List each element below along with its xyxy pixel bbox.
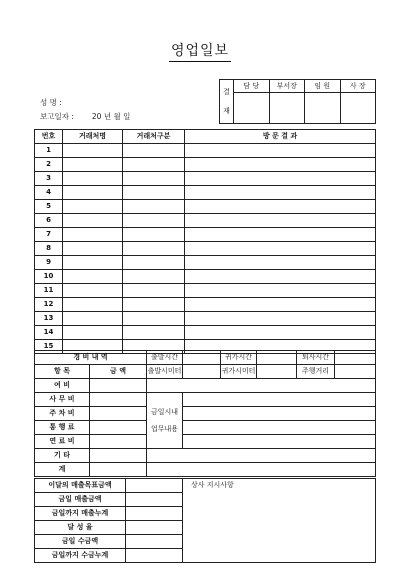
visit-result-cell[interactable] [185, 214, 376, 228]
approval-sign-dept-head[interactable] [269, 93, 305, 124]
row-number: 5 [35, 200, 63, 214]
row-number: 13 [35, 312, 63, 326]
approval-table [219, 79, 376, 124]
client-name-cell[interactable] [63, 298, 123, 312]
visit-row [35, 214, 376, 228]
return-time-value[interactable] [257, 351, 297, 365]
header-client-type: 거래처구분 [123, 130, 185, 144]
row-number: 8 [35, 242, 63, 256]
business-row[interactable] [183, 421, 376, 435]
sales-table [34, 478, 376, 563]
visit-result-cell[interactable] [185, 284, 376, 298]
row-number: 2 [35, 158, 63, 172]
client-type-cell[interactable] [123, 284, 185, 298]
client-name-cell[interactable] [63, 200, 123, 214]
expense-amount[interactable] [90, 435, 147, 449]
today-sales-label: 금일 매출금액 [35, 493, 126, 507]
approval-side-bottom: 재 [223, 106, 230, 115]
depart-meter-value[interactable] [183, 365, 221, 379]
row-number: 7 [35, 228, 63, 242]
approval-side-top: 결 [223, 87, 230, 96]
achievement-rate-label: 달 성 율 [35, 521, 126, 535]
client-name-cell[interactable] [63, 326, 123, 340]
client-name-cell[interactable] [63, 284, 123, 298]
today-sales-value[interactable] [126, 493, 183, 507]
client-name-cell[interactable] [63, 270, 123, 284]
expense-item: 기 타 [35, 449, 90, 463]
visit-row [35, 270, 376, 284]
row-number: 15 [35, 340, 63, 354]
page-title [0, 40, 400, 62]
visit-row [35, 298, 376, 312]
expense-amount[interactable] [90, 421, 147, 435]
client-type-cell[interactable] [123, 172, 185, 186]
driving-distance-label: 주행거리 [297, 365, 335, 379]
client-name-cell[interactable] [63, 228, 123, 242]
visit-result-cell[interactable] [185, 186, 376, 200]
expense-amount[interactable] [90, 407, 147, 421]
approval-side-label [220, 80, 234, 124]
client-type-cell[interactable] [123, 242, 185, 256]
approval-sign-president[interactable] [340, 93, 376, 124]
report-date-field [40, 111, 130, 122]
expense-item: 주 차 비 [35, 407, 90, 421]
row-number: 9 [35, 256, 63, 270]
header-client-name: 거래처명 [63, 130, 123, 144]
visit-row [35, 284, 376, 298]
approval-header-dept-head: 부서장 [269, 80, 305, 93]
visit-result-cell[interactable] [185, 256, 376, 270]
achievement-rate-value[interactable] [126, 521, 183, 535]
client-name-cell[interactable] [63, 256, 123, 270]
cumulative-sales-value[interactable] [126, 507, 183, 521]
title-text: 영업일보 [169, 40, 231, 62]
expense-item: 사 무 비 [35, 393, 90, 407]
expense-title: 경 비 내 역 [35, 351, 147, 365]
depart-meter-label: 출발시미터 [147, 365, 183, 379]
expense-amount-header: 금 액 [90, 365, 147, 379]
approval-sign-executive[interactable] [305, 93, 341, 124]
date-value: 20 년 월 일 [91, 112, 131, 121]
date-label: 보고일자 : [40, 112, 74, 121]
client-name-cell[interactable] [63, 214, 123, 228]
expense-item: 연 료 비 [35, 435, 90, 449]
expense-amount[interactable] [90, 393, 147, 407]
depart-time-value[interactable] [183, 351, 221, 365]
row-number: 12 [35, 298, 63, 312]
client-type-cell[interactable] [123, 200, 185, 214]
row-number: 3 [35, 172, 63, 186]
cumulative-collection-value[interactable] [126, 549, 183, 563]
leave-time-value[interactable] [335, 351, 376, 365]
business-row[interactable] [183, 393, 376, 407]
client-name-cell[interactable] [63, 242, 123, 256]
row-number: 1 [35, 144, 63, 158]
visit-row [35, 228, 376, 242]
row-number: 10 [35, 270, 63, 284]
business-row[interactable] [147, 449, 376, 463]
business-row[interactable] [183, 407, 376, 421]
header-number: 번호 [35, 130, 63, 144]
expense-total-amount[interactable] [90, 463, 147, 477]
approval-header-executive: 임 원 [305, 80, 341, 93]
row-number: 14 [35, 326, 63, 340]
instructions-area[interactable] [183, 479, 376, 563]
visit-result-cell[interactable] [185, 228, 376, 242]
client-type-cell[interactable] [123, 186, 185, 200]
visit-result-cell[interactable] [185, 326, 376, 340]
expense-item-header: 항 목 [35, 365, 90, 379]
business-label-2: 업무내용 [150, 424, 179, 433]
business-label-1: 금일시내 [150, 407, 179, 416]
client-name-cell[interactable] [63, 186, 123, 200]
client-name-cell[interactable] [63, 144, 123, 158]
header-visit-result: 방 문 결 과 [185, 130, 376, 144]
business-content-label [147, 393, 183, 449]
client-type-cell[interactable] [123, 326, 185, 340]
visit-result-cell[interactable] [185, 270, 376, 284]
client-type-cell[interactable] [123, 144, 185, 158]
expense-total-label: 계 [35, 463, 90, 477]
client-name-cell[interactable] [63, 158, 123, 172]
leave-time-label: 퇴사시간 [297, 351, 335, 365]
return-meter-label: 귀가시미터 [221, 365, 257, 379]
approval-header-manager: 담 당 [234, 80, 270, 93]
client-name-cell[interactable] [63, 312, 123, 326]
visit-row [35, 200, 376, 214]
name-label: 성 명 : [40, 98, 62, 107]
client-type-cell[interactable] [123, 214, 185, 228]
monthly-sales-target-value[interactable] [126, 479, 183, 493]
expense-amount[interactable] [90, 379, 147, 393]
visit-table [34, 129, 376, 354]
business-row[interactable] [183, 435, 376, 449]
approval-sign-manager[interactable] [234, 93, 270, 124]
return-time-label: 귀가시간 [221, 351, 257, 365]
visit-row [35, 172, 376, 186]
visit-row [35, 158, 376, 172]
client-type-cell[interactable] [123, 298, 185, 312]
approval-header-president: 사 장 [340, 80, 376, 93]
today-collection-value[interactable] [126, 535, 183, 549]
visit-result-cell[interactable] [185, 200, 376, 214]
expense-item: 여 비 [35, 379, 90, 393]
client-type-cell[interactable] [123, 228, 185, 242]
today-collection-label: 금일 수금액 [35, 535, 126, 549]
return-meter-value[interactable] [257, 365, 297, 379]
client-type-cell[interactable] [123, 256, 185, 270]
visit-row [35, 242, 376, 256]
visit-row [35, 256, 376, 270]
visit-row [35, 326, 376, 340]
business-row[interactable] [147, 463, 376, 477]
row-number: 11 [35, 284, 63, 298]
depart-time-label: 출발시간 [147, 351, 183, 365]
visit-row [35, 186, 376, 200]
client-type-cell[interactable] [123, 158, 185, 172]
cumulative-collection-label: 금일까지 수금누계 [35, 549, 126, 563]
business-row[interactable] [147, 379, 376, 393]
monthly-sales-target-label: 이달의 매출목표금액 [35, 479, 126, 493]
name-field [40, 97, 62, 108]
client-type-cell[interactable] [123, 270, 185, 284]
visit-result-cell[interactable] [185, 172, 376, 186]
instructions-label: 상사 지시사항 [191, 481, 234, 489]
driving-distance-value[interactable] [335, 365, 376, 379]
visit-result-cell[interactable] [185, 242, 376, 256]
visit-result-cell[interactable] [185, 144, 376, 158]
expense-amount[interactable] [90, 449, 147, 463]
visit-row [35, 312, 376, 326]
visit-result-cell[interactable] [185, 158, 376, 172]
expense-item: 통 행 료 [35, 421, 90, 435]
row-number: 6 [35, 214, 63, 228]
cumulative-sales-label: 금일까지 매출누계 [35, 507, 126, 521]
visit-result-cell[interactable] [185, 298, 376, 312]
row-number: 4 [35, 186, 63, 200]
client-type-cell[interactable] [123, 312, 185, 326]
client-name-cell[interactable] [63, 172, 123, 186]
visit-row [35, 144, 376, 158]
visit-result-cell[interactable] [185, 312, 376, 326]
expense-table [34, 350, 376, 477]
